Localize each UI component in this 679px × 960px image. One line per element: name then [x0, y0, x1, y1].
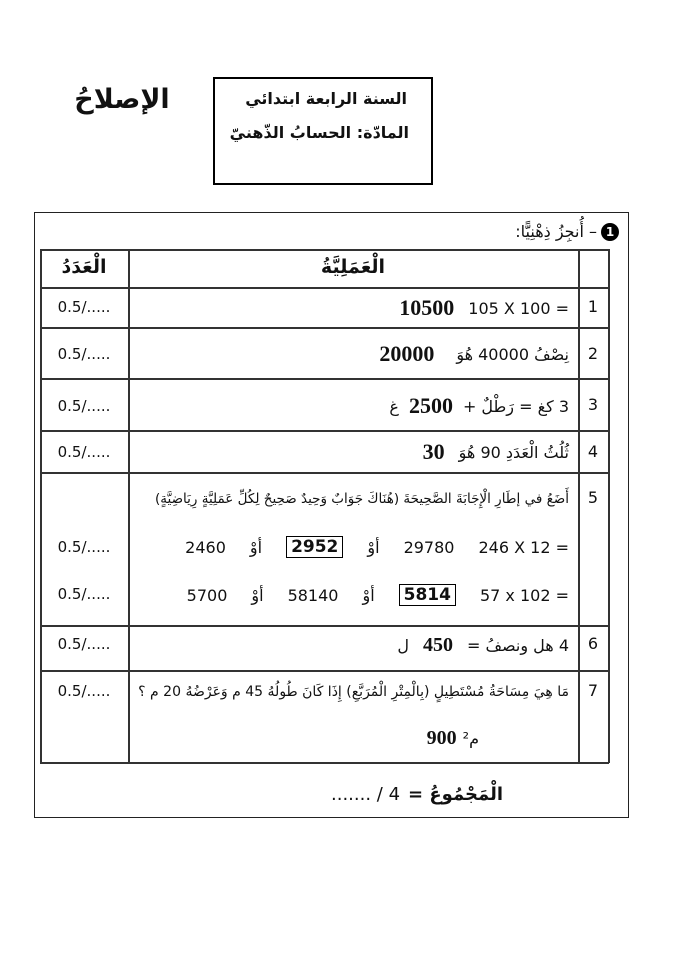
- row-number: 6: [587, 634, 599, 653]
- expression: 4 هل ونصفُ =: [466, 635, 569, 655]
- exercise-number-badge: 1: [601, 223, 619, 241]
- unit: ل: [397, 635, 409, 655]
- row-number: 5: [587, 488, 599, 507]
- correct-option-box: 5814: [399, 584, 456, 606]
- answer: 2500: [408, 393, 453, 418]
- choice-row: [187, 580, 569, 610]
- answer: 450: [422, 633, 453, 656]
- total-label: الْمَجْمُوعُ =: [408, 784, 503, 805]
- choice-row: [185, 532, 569, 562]
- row-number: 7: [587, 681, 599, 700]
- correction-title: الإصلاحُ: [74, 84, 170, 115]
- answer: 20000: [379, 341, 435, 366]
- table-row: [399, 292, 569, 324]
- expression: ثُلُثُ الْعَدَدِ 90 هُوَ: [458, 442, 569, 462]
- unit: غ: [389, 396, 399, 416]
- grade-field: 0.5/.....: [57, 538, 111, 556]
- grade-field: 0.5/.....: [57, 345, 111, 363]
- instruction-text: – أُنجِزُ ذِهْنِيًّا:: [515, 222, 597, 241]
- grade-field: 0.5/.....: [57, 443, 111, 461]
- expression: نِصْفُ 40000 هُوَ: [456, 344, 569, 364]
- option: 29780: [403, 537, 455, 557]
- answer: 30: [422, 439, 445, 464]
- table-row: [397, 630, 569, 660]
- row-number: 3: [587, 395, 599, 414]
- expression: 57 x 102 =: [479, 585, 569, 605]
- correct-option-box: 2952: [286, 536, 343, 558]
- instruction: [515, 222, 619, 241]
- grade-field: 0.5/.....: [57, 635, 111, 653]
- level-label: السنة الرابعة ابتدائي: [245, 89, 407, 108]
- expression: 105 X 100 =: [468, 298, 569, 318]
- unit: م²: [462, 728, 479, 748]
- question-text: مَا هِيَ مِسَاحَةُ مُسْتَطِيلٍ (بِالْمِتْرِ الْمُرَبَّعِ) إِذَا كَانَ طُولُهُ 45 م وَعَرْضُهُ 20 م ؟: [138, 684, 569, 700]
- grade-field: 0.5/.....: [57, 397, 111, 415]
- table-row: [427, 722, 479, 754]
- answer: 900: [426, 726, 457, 749]
- row-number: 4: [587, 442, 599, 461]
- subject-label: المادّة: الحسابُ الذّهنيّ: [229, 123, 409, 142]
- grade-field: 0.5/.....: [57, 298, 111, 316]
- option: 5700: [186, 585, 228, 605]
- answer: 10500: [399, 295, 455, 320]
- or-label: أوْ: [249, 537, 263, 557]
- expression: 3 كغ = رَطْلٌ +: [462, 396, 569, 416]
- grade-field: 0.5/.....: [57, 682, 111, 700]
- instruction-row: أَضَعُ في إطَارِ الْإِجَابَةَ الصَّحِيحَةَ (هُنَاكَ جَوَابٌ وَحِيدٌ صَحِيحٌ لِكُلِّ عَمَلِيَّةٍ رِيَاضِيَّةٍ): [155, 491, 569, 507]
- total-value: ....... / 4: [331, 784, 401, 805]
- grade-field: 0.5/.....: [57, 585, 111, 603]
- or-label: أوْ: [362, 585, 375, 605]
- total-score: [331, 784, 503, 805]
- expression: 246 X 12 =: [478, 537, 569, 557]
- operation-column-header: الْعَمَلِيَّةُ: [320, 256, 386, 278]
- header-box: [213, 77, 433, 185]
- or-label: أوْ: [251, 585, 264, 605]
- table-row: [389, 390, 569, 422]
- table-row: [423, 436, 569, 468]
- grade-column-header: الْعَدَدُ: [61, 256, 107, 278]
- row-number: 2: [587, 344, 599, 363]
- or-label: أوْ: [367, 537, 380, 557]
- option: 2460: [185, 537, 226, 557]
- table-row: [379, 338, 569, 370]
- option: 58140: [287, 585, 339, 605]
- row-number: 1: [587, 297, 599, 316]
